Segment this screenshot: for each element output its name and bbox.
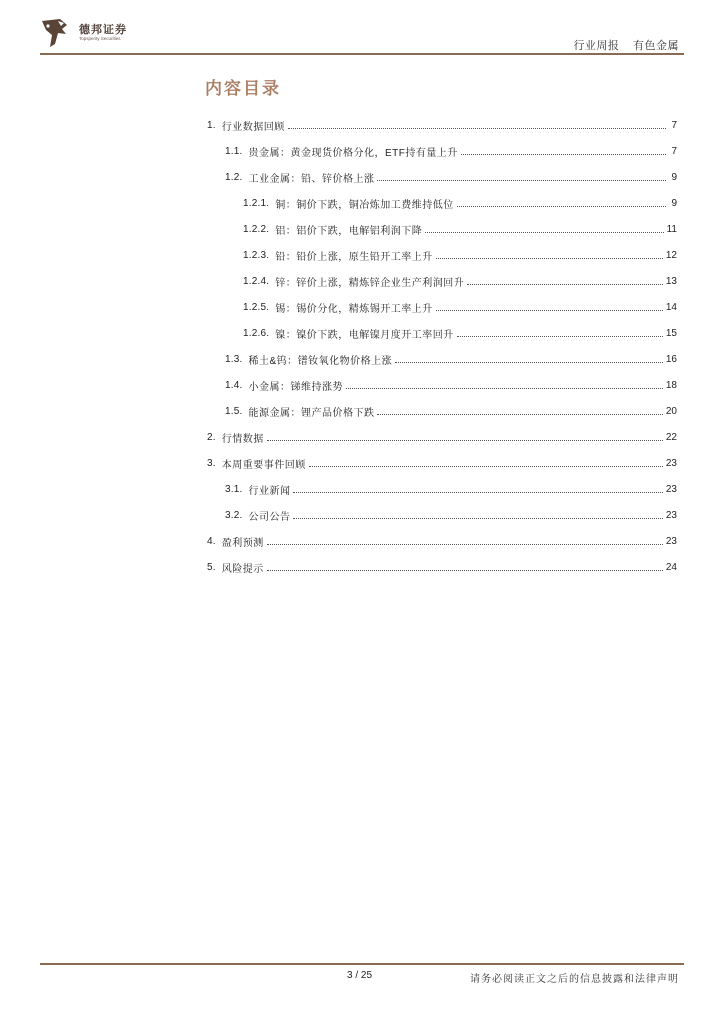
- toc-dot-leader: [436, 258, 663, 259]
- toc-dot-leader: [436, 310, 663, 311]
- brand-name-en: Topsperity Securities: [79, 36, 121, 41]
- toc-entry-page: 23: [665, 483, 677, 495]
- toc-entry-page: 14: [665, 301, 677, 313]
- toc-entry[interactable]: [207, 554, 677, 580]
- toc-entry-title: 铅：铅价上涨，原生铅开工率上升: [275, 251, 433, 263]
- toc-entry-title: 风险提示: [221, 563, 264, 575]
- toc-entry-number: 4.: [207, 535, 216, 547]
- report-header-labels: [573, 37, 679, 53]
- toc-entry-page: 15: [665, 327, 677, 339]
- toc-dot-leader: [461, 154, 666, 155]
- toc-entry-number: 1.2.1.: [243, 197, 270, 209]
- toc-entry[interactable]: [207, 476, 677, 502]
- toc-dot-leader: [425, 232, 663, 233]
- toc-entry-title: 铜：铜价下跌，铜冶炼加工费维持低位: [275, 199, 454, 211]
- toc-entry-number: 1.1.: [225, 145, 243, 157]
- toc-entry-number: 1.2.6.: [243, 327, 270, 339]
- company-logo: [40, 17, 180, 49]
- toc-entry-title: 行业数据回顾: [221, 121, 285, 133]
- toc-entry[interactable]: [207, 164, 677, 190]
- toc-entry-page: 23: [665, 509, 677, 521]
- toc-entry[interactable]: [207, 242, 677, 268]
- toc-entry[interactable]: [207, 294, 677, 320]
- toc-entry-title: 贵金属：黄金现货价格分化，ETF持有量上升: [248, 147, 458, 159]
- toc-dot-leader: [377, 414, 662, 415]
- sector-label: 有色金属: [633, 40, 679, 52]
- toc-entry-page: 9: [671, 197, 677, 209]
- toc-dot-leader: [395, 362, 663, 363]
- toc-entry[interactable]: [207, 502, 677, 528]
- table-of-contents: [207, 112, 677, 580]
- toc-dot-leader: [293, 492, 662, 493]
- toc-entry[interactable]: [207, 216, 677, 242]
- toc-entry-number: 3.1.: [225, 483, 243, 495]
- toc-entry-title: 能源金属：锂产品价格下跌: [248, 407, 375, 419]
- toc-dot-leader: [293, 518, 662, 519]
- toc-entry-title: 小金属：锑维持涨势: [248, 381, 343, 393]
- toc-entry-title: 锌：锌价上涨，精炼锌企业生产利润回升: [275, 277, 465, 289]
- toc-dot-leader: [457, 206, 666, 207]
- toc-entry-page: 11: [666, 223, 677, 235]
- toc-entry-title: 行业新闻: [248, 485, 291, 497]
- toc-entry-page: 23: [665, 457, 677, 469]
- toc-entry-number: 5.: [207, 561, 216, 573]
- header-divider: [40, 53, 684, 55]
- toc-entry-page: 7: [671, 145, 677, 157]
- toc-entry[interactable]: [207, 528, 677, 554]
- toc-entry-number: 1.2.3.: [243, 249, 270, 261]
- toc-entry-page: 13: [665, 275, 677, 287]
- toc-entry[interactable]: [207, 372, 677, 398]
- toc-dot-leader: [288, 128, 666, 129]
- toc-entry-number: 1.3.: [225, 353, 243, 365]
- toc-entry-number: 1.2.2.: [243, 223, 270, 235]
- toc-entry-page: 20: [665, 405, 677, 417]
- toc-entry-number: 1.5.: [225, 405, 243, 417]
- toc-entry-title: 锡：锡价分化，精炼锡开工率上升: [275, 303, 433, 315]
- toc-entry-page: 22: [665, 431, 677, 443]
- toc-dot-leader: [377, 180, 666, 181]
- toc-entry-number: 1.2.4.: [243, 275, 270, 287]
- toc-entry[interactable]: [207, 112, 677, 138]
- toc-entry-number: 2.: [207, 431, 216, 443]
- toc-entry-title: 镍：镍价下跌，电解镍月度开工率回升: [275, 329, 454, 341]
- toc-entry-number: 1.4.: [225, 379, 243, 391]
- toc-entry-number: 1.2.5.: [243, 301, 270, 313]
- toc-dot-leader: [346, 388, 663, 389]
- toc-dot-leader: [267, 570, 663, 571]
- toc-entry-page: 18: [665, 379, 677, 391]
- toc-entry-title: 公司公告: [248, 511, 291, 523]
- toc-entry-page: 16: [665, 353, 677, 365]
- toc-entry-number: 3.2.: [225, 509, 243, 521]
- toc-entry-title: 盈利预测: [221, 537, 264, 549]
- page-indicator: 3 / 25: [347, 970, 373, 981]
- toc-entry-page: 23: [665, 535, 677, 547]
- toc-entry[interactable]: [207, 450, 677, 476]
- toc-entry-title: 工业金属：铅、锌价格上涨: [248, 173, 375, 185]
- toc-entry-number: 3.: [207, 457, 216, 469]
- toc-dot-leader: [309, 466, 663, 467]
- toc-title: 内容目录: [205, 79, 281, 98]
- toc-dot-leader: [267, 440, 663, 441]
- toc-dot-leader: [457, 336, 663, 337]
- brand-emblem-icon: [40, 17, 70, 49]
- toc-entry[interactable]: [207, 138, 677, 164]
- toc-dot-leader: [267, 544, 663, 545]
- toc-entry-page: 7: [671, 119, 677, 131]
- toc-entry-title: 铝：铝价下跌，电解铝利润下降: [275, 225, 423, 237]
- toc-entry[interactable]: [207, 190, 677, 216]
- toc-entry-title: 本周重要事件回顾: [221, 459, 306, 471]
- toc-entry-title: 行情数据: [221, 433, 264, 445]
- toc-entry[interactable]: [207, 320, 677, 346]
- toc-entry-page: 24: [665, 561, 677, 573]
- toc-entry-title: 稀土&钨：镨钕氧化物价格上涨: [248, 355, 393, 367]
- toc-dot-leader: [467, 284, 663, 285]
- toc-entry-page: 12: [665, 249, 677, 261]
- toc-entry[interactable]: [207, 268, 677, 294]
- legal-disclaimer: 请务必阅读正文之后的信息披露和法律声明: [470, 974, 679, 985]
- toc-entry[interactable]: [207, 424, 677, 450]
- footer-divider: [40, 963, 684, 965]
- toc-entry[interactable]: [207, 398, 677, 424]
- toc-entry-number: 1.: [207, 119, 216, 131]
- report-type-label: 行业周报: [573, 40, 620, 52]
- toc-entry-number: 1.2.: [225, 171, 243, 183]
- toc-entry[interactable]: [207, 346, 677, 372]
- toc-entry-page: 9: [671, 171, 677, 183]
- brand-name-cn: 德邦证券: [79, 24, 127, 36]
